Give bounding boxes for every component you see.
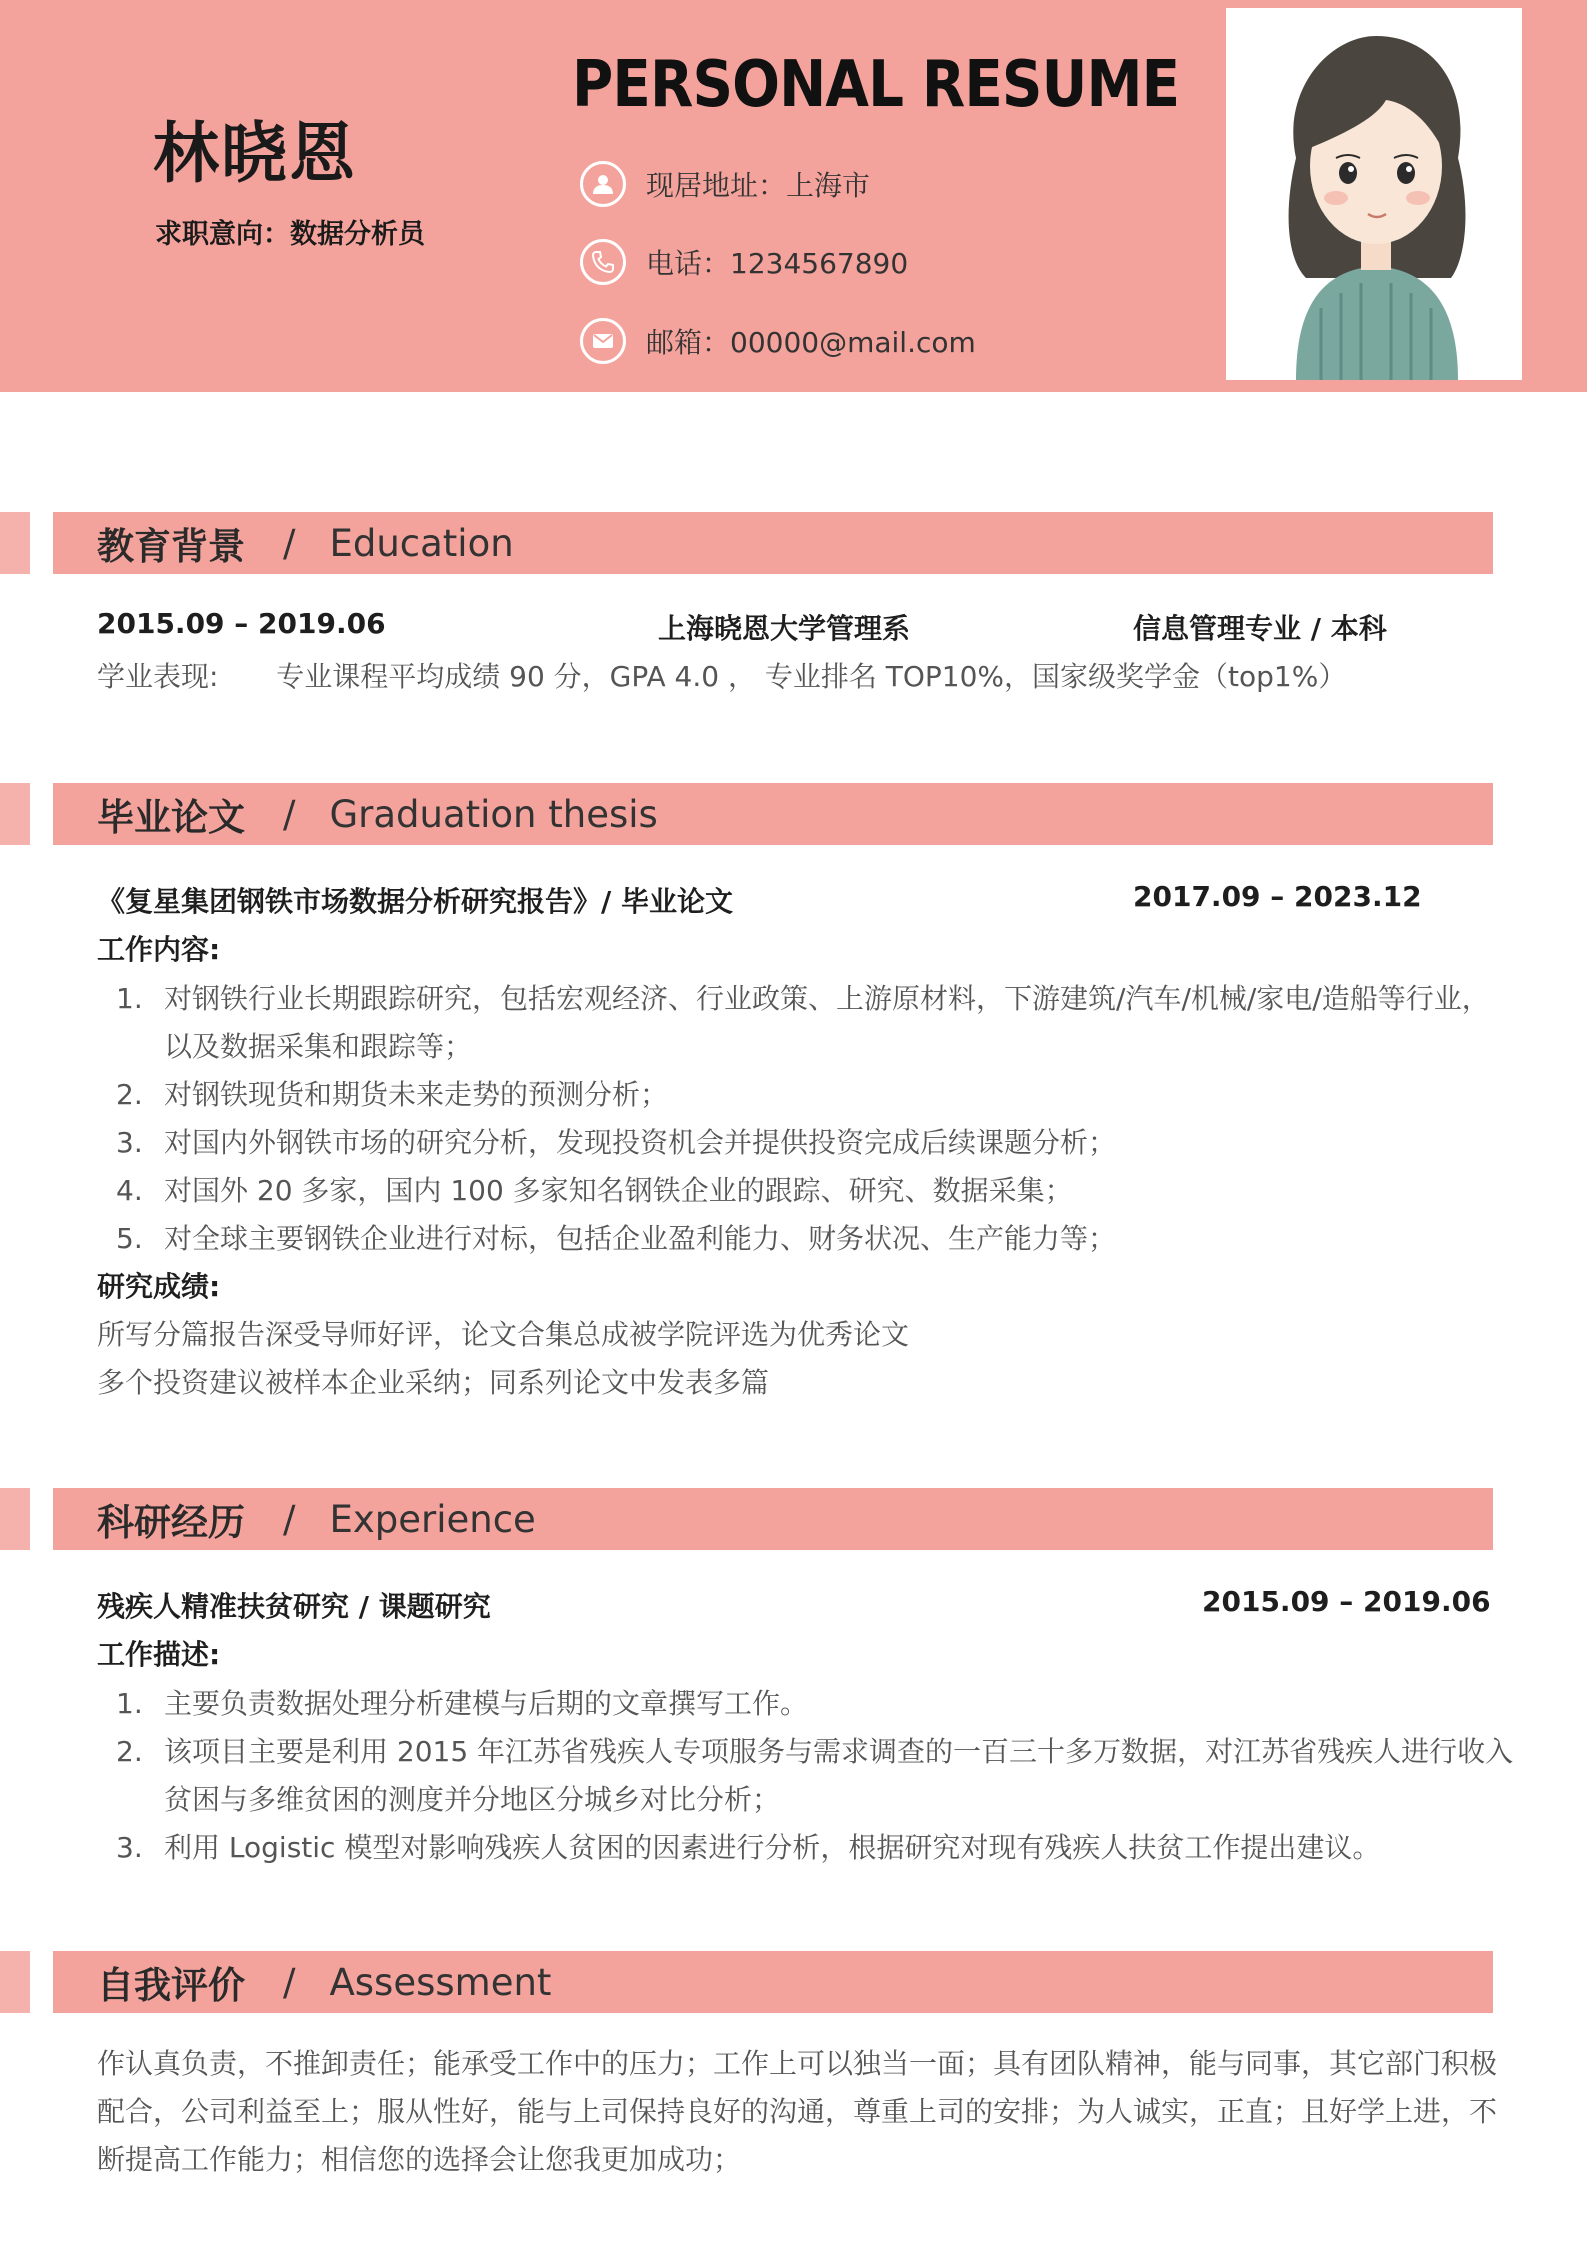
profile-photo <box>1226 8 1522 380</box>
list-item <box>116 1730 1513 1770</box>
list-item <box>116 1682 808 1722</box>
list-item <box>116 1169 1073 1209</box>
experience-period: 2015.09 – 2019.06 <box>1202 1585 1491 1618</box>
list-item-number: 4. <box>116 1174 143 1207</box>
candidate-name: 林晓恩 <box>153 115 357 192</box>
thesis-name: 《复星集团钢铁市场数据分析研究报告》/ 毕业论文 <box>97 885 733 918</box>
section-title-en: Graduation thesis <box>329 792 658 836</box>
contact-address-text: 现居地址：上海市 <box>646 169 871 202</box>
mail-icon <box>580 318 626 364</box>
list-item-number: 1. <box>116 982 143 1015</box>
assessment-line-1: 作认真负责，不推卸责任；能承受工作中的压力；工作上可以独当一面；具有团队精神，能与同事，其它部门积极 <box>97 2047 1498 2080</box>
contact-phone <box>580 237 908 287</box>
contact-email-text: 邮箱：00000@mail.com <box>646 326 976 359</box>
list-item <box>116 977 1490 1017</box>
list-item-text: 主要负责数据处理分析建模与后期的文章撰写工作。 <box>164 1687 809 1720</box>
experience-project: 残疾人精准扶贫研究 / 课题研究 <box>97 1590 491 1623</box>
list-item <box>116 1073 668 1113</box>
list-item <box>116 1826 1380 1866</box>
contact-phone-text: 电话：1234567890 <box>646 247 909 280</box>
contact-email <box>580 316 976 366</box>
thesis-result-1: 所写分篇报告深受导师好评，论文合集总成被学院评选为优秀论文 <box>97 1318 910 1351</box>
thesis-result-label: 研究成绩: <box>97 1270 221 1303</box>
section-header-assessment <box>53 1951 1493 2013</box>
education-school: 上海晓恩大学管理系 <box>658 612 911 645</box>
section-accent-education <box>0 512 30 574</box>
list-item-number: 2. <box>116 1735 143 1768</box>
list-item-text: 对国外 20 多家，国内 100 多家知名钢铁企业的跟踪、研究、数据采集； <box>164 1174 1073 1207</box>
section-title-cn: 教育背景 <box>97 525 245 568</box>
list-item-continuation: 以及数据采集和跟踪等； <box>164 1030 473 1063</box>
education-performance-text: 专业课程平均成绩 90 分，GPA 4.0 ， 专业排名 TOP10%，国家级奖学金（top1%） <box>276 660 1347 693</box>
thesis-period: 2017.09 – 2023.12 <box>1133 880 1422 913</box>
person-icon <box>580 161 626 207</box>
education-major: 信息管理专业 / 本科 <box>1133 612 1387 645</box>
section-separator: / <box>283 1497 296 1541</box>
list-item-text: 利用 Logistic 模型对影响残疾人贫困的因素进行分析，根据研究对现有残疾人扶贫工作提出建议。 <box>164 1831 1381 1864</box>
section-accent-thesis <box>0 783 30 845</box>
education-period: 2015.09 – 2019.06 <box>97 607 386 640</box>
section-header-thesis <box>53 783 1493 845</box>
list-item-number: 3. <box>116 1126 143 1159</box>
section-header-education <box>53 512 1493 574</box>
section-title-cn: 科研经历 <box>97 1501 245 1544</box>
list-item-text: 对全球主要钢铁企业进行对标，包括企业盈利能力、财务状况、生产能力等； <box>164 1222 1117 1255</box>
section-separator: / <box>283 1960 296 2004</box>
list-item-continuation: 贫困与多维贫困的测度并分地区分城乡对比分析； <box>164 1783 781 1816</box>
section-header-experience <box>53 1488 1493 1550</box>
section-title-cn: 自我评价 <box>97 1964 245 2007</box>
assessment-line-3: 断提高工作能力；相信您的选择会让您我更加成功； <box>97 2143 742 2176</box>
avatar-illustration <box>1226 8 1522 380</box>
education-performance <box>97 655 1346 695</box>
thesis-work-label: 工作内容: <box>97 933 221 966</box>
list-item-number: 5. <box>116 1222 143 1255</box>
list-item <box>116 1121 1116 1161</box>
list-item-number: 3. <box>116 1831 143 1864</box>
job-target: 求职意向：数据分析员 <box>155 219 425 250</box>
section-title-cn: 毕业论文 <box>97 796 245 839</box>
contact-address <box>580 159 870 209</box>
section-accent-experience <box>0 1488 30 1550</box>
list-item-number: 2. <box>116 1078 143 1111</box>
list-item-text: 对国内外钢铁市场的研究分析，发现投资机会并提供投资完成后续课题分析； <box>164 1126 1117 1159</box>
section-separator: / <box>283 521 296 565</box>
list-item <box>116 1217 1116 1257</box>
list-item-text: 对钢铁行业长期跟踪研究，包括宏观经济、行业政策、上游原材料，下游建筑/汽车/机械/家电/造船等行业， <box>164 982 1490 1015</box>
section-title-en: Education <box>329 521 514 565</box>
assessment-line-2: 配合，公司利益至上；服从性好，能与上司保持良好的沟通，尊重上司的安排；为人诚实，正直；且好学上进，不 <box>97 2095 1498 2128</box>
phone-icon <box>580 239 626 285</box>
experience-desc-label: 工作描述: <box>97 1638 221 1671</box>
list-item-number: 1. <box>116 1687 143 1720</box>
thesis-result-2: 多个投资建议被样本企业采纳；同系列论文中发表多篇 <box>97 1366 770 1399</box>
education-performance-label: 学业表现: <box>97 660 219 693</box>
section-title-en: Assessment <box>329 1960 552 2004</box>
section-accent-assessment <box>0 1951 30 2013</box>
section-separator: / <box>283 792 296 836</box>
section-title-en: Experience <box>329 1497 536 1541</box>
resume-title: PERSONAL RESUME <box>572 48 1180 122</box>
list-item-text: 对钢铁现货和期货未来走势的预测分析； <box>164 1078 669 1111</box>
resume-header <box>0 0 1587 392</box>
list-item-text: 该项目主要是利用 2015 年江苏省残疾人专项服务与需求调查的一百三十多万数据，对江苏省残疾人进行收入 <box>164 1735 1514 1768</box>
